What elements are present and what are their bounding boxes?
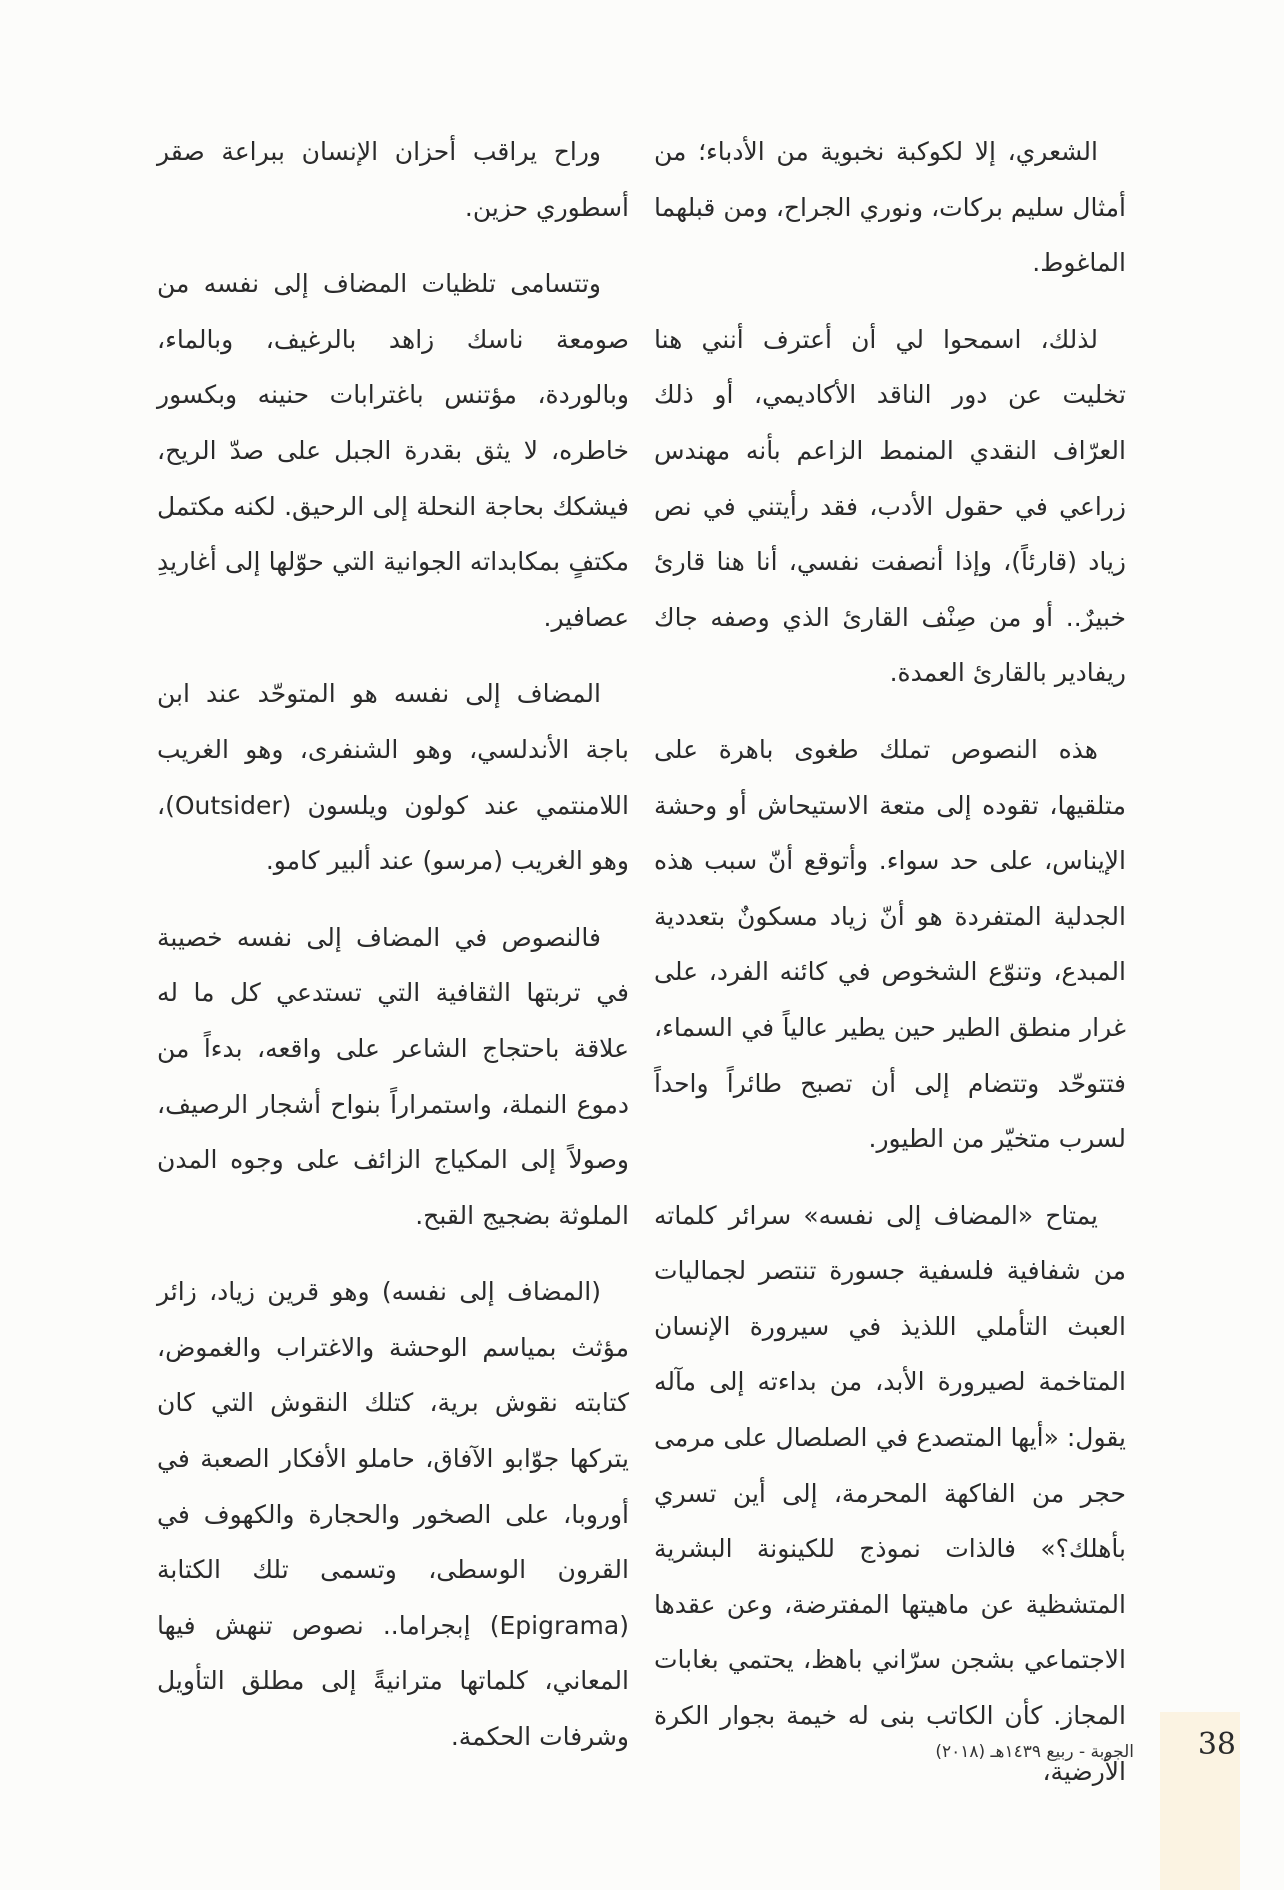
paragraph: هذه النصوص تملك طغوى باهرة على متلقيها، تقوده إلى متعة الاستيحاش أو وحشة الإيناس، على حد سواء. وأتوقع أنّ سبب هذه الجدلية المتفردة هو أنّ زياد مسكونٌ بتعددية المبدع، وتنوّع الشخوص في كائنه الفرد، على غرار منطق الطير حين يطير عالياً في السماء، فتتوحّد وتتضام إلى أن تصبح طائراً واحداً لسرب متخيّر من الطيور. [654,734,1126,1154]
paragraph: (المضاف إلى نفسه) وهو قرين زياد، زائر مؤثث بمياسم الوحشة والاغتراب والغموض، كتابته نقوش برية، كتلك النقوش التي كان يتركها جوّابو الآفاق، حاملو الأفكار الصعبة في أوروبا، على الصخور والحجارة والكهوف في القرون الوسطى، وتسمى تلك الكتابة (Epigrama) إبجراما.. نصوص تنهش فيها المعاني، كلماتها مترانيةً إلى مطلق التأويل وشرفات الحكمة. [157,1277,629,1752]
paragraph: فالنصوص في المضاف إلى نفسه خصيبة في تربتها الثقافية التي تستدعي كل ما له علاقة باحتجاج الشاعر على واقعه، بدءاً من دموع النملة، واستمراراً بنواح أشجار الرصيف، وصولاً إلى المكياج الزائف على وجوه المدن الملوثة بضجيج القبح. [157,922,629,1230]
paragraph: وتتسامى تلظيات المضاف إلى نفسه من صومعة ناسك زاهد بالرغيف، وبالماء، وبالوردة، مؤتنس باغترابات حنينه وبكسور خاطره، لا يثق بقدرة الجبل على صدّ الريح، فيشكك بحاجة النحلة إلى الرحيق. لكنه مكتمل مكتفٍ بمكابداته الجوانية التي حوّلها إلى أغاريدِ عصافير. [157,269,629,632]
paragraph: المضاف إلى نفسه هو المتوحّد عند ابن باجة الأندلسي، وهو الشنفرى، وهو الغريب اللامنتمي عند كولون ويلسون (Outsider)، وهو الغريب (مرسو) عند ألبير كامو. [157,679,629,876]
left-text-column [157,124,629,1786]
paragraph: يمتاح «المضاف إلى نفسه» سرائر كلماته من شفافية فلسفية جسورة تنتصر لجماليات العبث التأملي اللذيذ في سيرورة الإنسان المتاخمة لصيرورة الأبد، من بداءته إلى مآله يقول: «أيها المتصدع في الصلصال على مرمى حجر من الفاكهة المحرمة، إلى أين تسري بأهلك؟» فالذات نموذج للكينونة البشرية المتشظية عن ماهيتها المفترضة، وعن عقدها الاجتماعي بشجن سرّاني باهظ، يحتمي بغابات المجاز. كأن الكاتب بنى له خيمة بجوار الكرة الأرضية، [654,1200,1126,1786]
right-text-column [654,124,1126,1820]
paragraph: وراح يراقب أحزان الإنسان ببراعة صقر أسطوري حزين. [157,137,629,222]
publication-footer: الجوبة - ربيع ١٤٣٩هـ (٢٠١٨) [935,1742,1134,1762]
page-number: 38 [1197,1727,1236,1762]
paragraph: الشعري، إلا لكوكبة نخبوية من الأدباء؛ من أمثال سليم بركات، ونوري الجراح، ومن قبلهما الماغوط. [654,137,1126,278]
paragraph: لذلك، اسمحوا لي أن أعترف أنني هنا تخليت عن دور الناقد الأكاديمي، أو ذلك العرّاف النقدي المنمط الزاعم بأنه مهندس زراعي في حقول الأدب، فقد رأيتني في نص زياد (قارئاً)، وإذا أنصفت نفسي، أنا هنا قارئ خبيرٌ.. أو من صِنْف القارئ الذي وصفه جاك ريفادير بالقارئ العمدة. [654,324,1126,688]
